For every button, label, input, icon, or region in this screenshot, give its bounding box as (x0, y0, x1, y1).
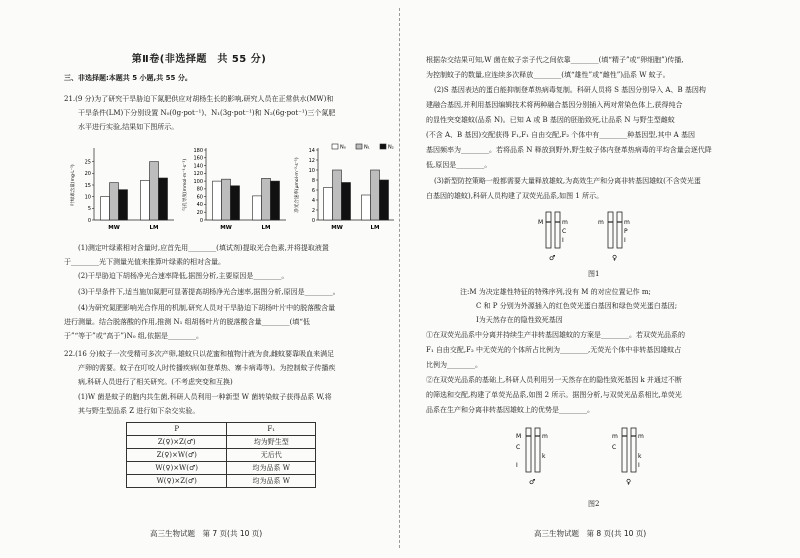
legend-label: N₂ (388, 144, 394, 151)
q22-continued: 根据杂交结果可知,W 菌在蚊子亲子代之间依靠________(填“精子”或“卵细胞”)传播, (426, 56, 684, 64)
figure-1-chromosomes (532, 204, 652, 266)
bar-mw-series-0 (213, 181, 222, 220)
svg-text:M: M (516, 433, 522, 440)
y-tick-label: 0 (199, 217, 203, 224)
chart-chlorophyll (68, 140, 178, 240)
table-cell: 均为品系 W (227, 462, 316, 475)
svg-text:I: I (562, 237, 564, 244)
q22-line: (1)W 菌是蚊子的胞内共生菌,科研人员利用一种新型 W 菌转染蚊子获得品系 W,将 (78, 393, 332, 401)
figure-note: 注:M 为决定雄性特征的特殊序列,没有 M 的对应位置记作 m; (460, 288, 651, 296)
fig1-female-pair (598, 212, 630, 262)
bar-mw-series-2 (342, 183, 351, 221)
q21-question: 于________光下测量光值来推算叶绿素的相对含量。 (64, 258, 225, 266)
q22-continued: (不含 A、B 基因)交配获得 F₁,F₁ 自由交配,F₂ 个体中有________种基因型,其中 A 基因 (426, 131, 695, 139)
section-title: 第Ⅱ卷(非选择题 共 55 分) (131, 54, 267, 65)
svg-text:m: m (542, 433, 548, 440)
svg-text:P: P (624, 228, 628, 235)
y-tick-label: 0 (87, 217, 91, 224)
svg-text:m: m (612, 433, 618, 440)
q21-question: (3)干旱条件下,适当施加氮肥可显著提高胡杨净光合速率,据图分析,原因是________。 (78, 288, 340, 296)
q22-line: 病,科研人员进行了相关研究。(不考虑突变和互换) (78, 378, 233, 386)
left-page (0, 0, 398, 558)
y-tick-label: 120 (193, 171, 203, 178)
figure-1-caption: 图1 (588, 270, 600, 278)
y-tick-label: 6 (311, 187, 315, 194)
bar-lm-series-0 (141, 180, 150, 220)
y-tick-label: 8 (311, 177, 315, 184)
y-tick-label: 80 (196, 186, 203, 193)
svg-text:m: m (598, 219, 604, 226)
table-row (127, 436, 316, 449)
table-row (127, 449, 316, 462)
table-cell: 无后代 (227, 449, 316, 462)
page-footer: 高三生物试题 第 8 页(共 10 页) (534, 529, 647, 538)
chlorophyll-chart-svg (68, 140, 178, 240)
svg-text:M: M (538, 219, 544, 226)
y-tick-label: 0 (311, 217, 315, 224)
y-tick-label: 160 (193, 155, 203, 162)
y-tick-label: 15 (84, 182, 91, 189)
q21-line: 干旱条件(LM)下分别设置 N₀(0g·pot⁻¹)、N₁(3g·pot⁻¹)和 N₂(6g·pot⁻¹)三个氮肥 (78, 109, 336, 117)
svg-text:C: C (562, 228, 567, 235)
q22-sub-question: 品系在生产和分离非转基因雄蚊上的优势是________。 (426, 406, 594, 414)
q21-question: 于”“等于”或“高于”)N₀ 组,依据是________。 (64, 332, 204, 340)
x-tick-label: LM (370, 225, 380, 231)
cross-table (126, 422, 316, 488)
table-row (127, 475, 316, 488)
photosynthesis-chart-svg (292, 140, 398, 240)
svg-text:m: m (562, 219, 568, 226)
q21-question: (2)干旱胁迫下胡杨净光合速率降低,据图分析,主要原因是________。 (78, 272, 289, 280)
y-tick-label: 4 (311, 197, 315, 204)
y-tick-label: 14 (308, 147, 315, 154)
legend-swatch (332, 144, 338, 149)
part-heading: 三、非选择题:本题共 5 小题,共 55 分。 (64, 74, 192, 82)
q21-question: (4)为研究氮肥影响光合作用的机制,研究人员对干旱胁迫下胡杨叶片中的脱落酸含量 (78, 304, 336, 312)
svg-text:♂: ♂ (549, 254, 556, 262)
chart-photosynthesis (292, 140, 404, 240)
bar-mw-series-1 (333, 170, 342, 220)
q22-sub-question: 的筛选和交配,构建了单荧光品系,如图 2 所示。据图分析,与双荧光品系相比,单荧光 (426, 391, 682, 399)
y-tick-label: 140 (193, 163, 203, 170)
table-header: P (127, 423, 227, 436)
y-tick-label: 60 (196, 194, 203, 201)
y-tick-label: 5 (87, 206, 91, 213)
x-tick-label: MW (220, 225, 232, 231)
q22-continued: 的显性突变雄蚊(品系 N)。已知 A 或 B 基因的胚胎致死,让品系 N 与野生型雌蚊 (426, 116, 675, 124)
q22-sub-question: ①在双荧光品系中分离并持续生产非转基因雄蚊的方案是________。若双荧光品系的 (426, 331, 685, 339)
figure-note: C 和 P 分别为外源插入的红色荧光蛋白基因和绿色荧光蛋白基因; (476, 302, 678, 310)
bar-mw-series-1 (222, 179, 231, 220)
bar-lm-series-0 (253, 196, 262, 220)
table-cell: 均为野生型 (227, 436, 316, 449)
q21-question: (1)测定叶绿素相对含量时,应首先用________(填试剂)提取光合色素,并将提取液置 (78, 244, 329, 252)
q22-continued: 基因频率为________。若将品系 N 释放到野外,野生蚊子体内登革热病毒的平均含量会逐代降 (426, 146, 712, 154)
q22-sub-question: F₁ 自由交配,F₂ 中无荧光的个体所占比例为________,无荧光个体中非转基因雄蚊占 (426, 346, 682, 354)
y-axis-label: 净光合速率(μmol·m⁻²·s⁻¹) (295, 157, 300, 213)
fig2-male-pair (516, 428, 548, 486)
y-axis-label: 叶绿素含量(mg·L⁻¹) (71, 164, 76, 206)
svg-text:k: k (638, 453, 642, 460)
x-tick-label: MW (331, 225, 343, 231)
fig2-female-pair (612, 428, 644, 486)
bar-lm-series-2 (271, 181, 280, 220)
q22-continued: 低,原因是________。 (426, 161, 492, 169)
svg-text:I: I (638, 462, 640, 469)
svg-text:I: I (516, 462, 518, 469)
x-tick-label: MW (108, 225, 120, 231)
legend-swatch (380, 144, 386, 149)
table-cell: 均为品系 W (227, 475, 316, 488)
svg-text:k: k (542, 453, 546, 460)
figure-note: Ⅰ为天然存在的隐性致死基因 (476, 316, 563, 324)
q21-line: 水平进行实验,结果如下图所示。 (78, 123, 179, 131)
bar-mw-series-2 (119, 190, 128, 220)
q22-sub-question: 比例为________。 (426, 361, 482, 369)
svg-text:m: m (638, 433, 644, 440)
legend-swatch (356, 144, 362, 149)
y-tick-label: 10 (84, 194, 91, 201)
table-header: F₁ (227, 423, 316, 436)
page-divider (399, 8, 400, 548)
svg-text:♀: ♀ (612, 254, 618, 262)
q22-line: 其与野生型品系 Z 进行如下杂交实验。 (78, 407, 200, 415)
q22-continued: (2)S 基因表达的蛋白能抑制登革热病毒复制。科研人员将 S 基因分别导入 A、B 基因构 (434, 86, 706, 94)
y-tick-label: 10 (308, 167, 315, 174)
bar-mw-series-1 (110, 183, 119, 220)
q22-continued: 白基因的雄蚊),科研人员构建了双荧光品系,如图 1 所示。 (426, 192, 604, 200)
bar-lm-series-1 (150, 162, 159, 220)
svg-text:♂: ♂ (529, 478, 536, 486)
table-cell: W(♀)×W(♂) (127, 462, 227, 475)
y-tick-label: 25 (84, 159, 91, 166)
stomatal-chart-svg (180, 140, 290, 240)
q21-line: 21.(9 分)为了研究干旱胁迫下氮肥供应对胡杨生长的影响,研究人员在正常供水(MW)和 (64, 95, 334, 103)
y-tick-label: 2 (311, 207, 315, 214)
svg-text:C: C (516, 444, 521, 451)
page-footer: 高三生物试题 第 7 页(共 10 页) (150, 529, 263, 538)
q22-continued: (3)新型防控策略一般都需要大量释放雄蚊,为高效生产和分离非转基因雄蚊(不含荧光蛋 (434, 177, 701, 185)
x-tick-label: LM (261, 225, 271, 231)
chart-stomatal (180, 140, 290, 240)
bar-mw-series-0 (324, 188, 333, 221)
y-tick-label: 20 (84, 171, 91, 178)
q21-question: 进行测量。结合脱落酸的作用,推测 N₁ 组胡杨叶片的脱落酸含量________(填“低 (64, 318, 310, 326)
q22-continued: 建融合基因,并利用基因编辑技术将两种融合基因分别插入两对常染色体上,获得纯合 (426, 101, 683, 109)
bar-mw-series-0 (101, 197, 110, 220)
table-cell: W(♀)×Z(♂) (127, 475, 227, 488)
svg-text:C: C (612, 444, 617, 451)
y-tick-label: 20 (196, 210, 203, 217)
y-tick-label: 100 (193, 178, 203, 185)
q22-line: 产卵的需要。蚊子在叮咬人时传播疾病(如登革热、寨卡病毒等)。为控制蚊子传播疾 (78, 364, 336, 372)
svg-text:♀: ♀ (626, 478, 632, 486)
x-tick-label: LM (149, 225, 159, 231)
right-page (402, 0, 800, 558)
bar-mw-series-2 (231, 186, 240, 220)
legend-label: N₁ (364, 144, 370, 151)
bar-lm-series-1 (371, 170, 380, 220)
table-row (127, 462, 316, 475)
bar-lm-series-0 (362, 195, 371, 220)
q22-line: 22.(16 分)蚊子一次受精可多次产卵,雄蚊只以花蜜和植物汁液为食,雌蚊要靠吸血来满足 (64, 350, 335, 358)
q22-continued: 为控制蚊子的数量,应连续多次释放________(填“雄性”或“雌性”)品系 W 蚊子。 (426, 71, 670, 79)
table-cell: Z(♀)×Z(♂) (127, 436, 227, 449)
svg-text:m: m (624, 219, 630, 226)
fig1-male-pair (538, 212, 568, 262)
figure-2-chromosomes (512, 422, 672, 502)
bar-lm-series-2 (159, 178, 168, 220)
table-header-row (127, 423, 316, 436)
y-tick-label: 12 (308, 157, 315, 164)
legend-label: N₀ (340, 144, 346, 151)
q22-sub-question: ②在双荧光品系的基础上,科研人员利用另一天然存在的隐性致死基因 k 并通过不断 (426, 376, 682, 384)
y-axis-label: 气孔导度(mmol·m⁻²·s⁻¹) (183, 158, 188, 212)
y-tick-label: 40 (196, 202, 203, 209)
svg-text:I: I (624, 237, 626, 244)
figure-2-caption: 图2 (588, 500, 600, 508)
bar-lm-series-1 (262, 178, 271, 220)
y-tick-label: 180 (193, 147, 203, 154)
table-cell: Z(♀)×W(♂) (127, 449, 227, 462)
bar-lm-series-2 (380, 180, 389, 220)
